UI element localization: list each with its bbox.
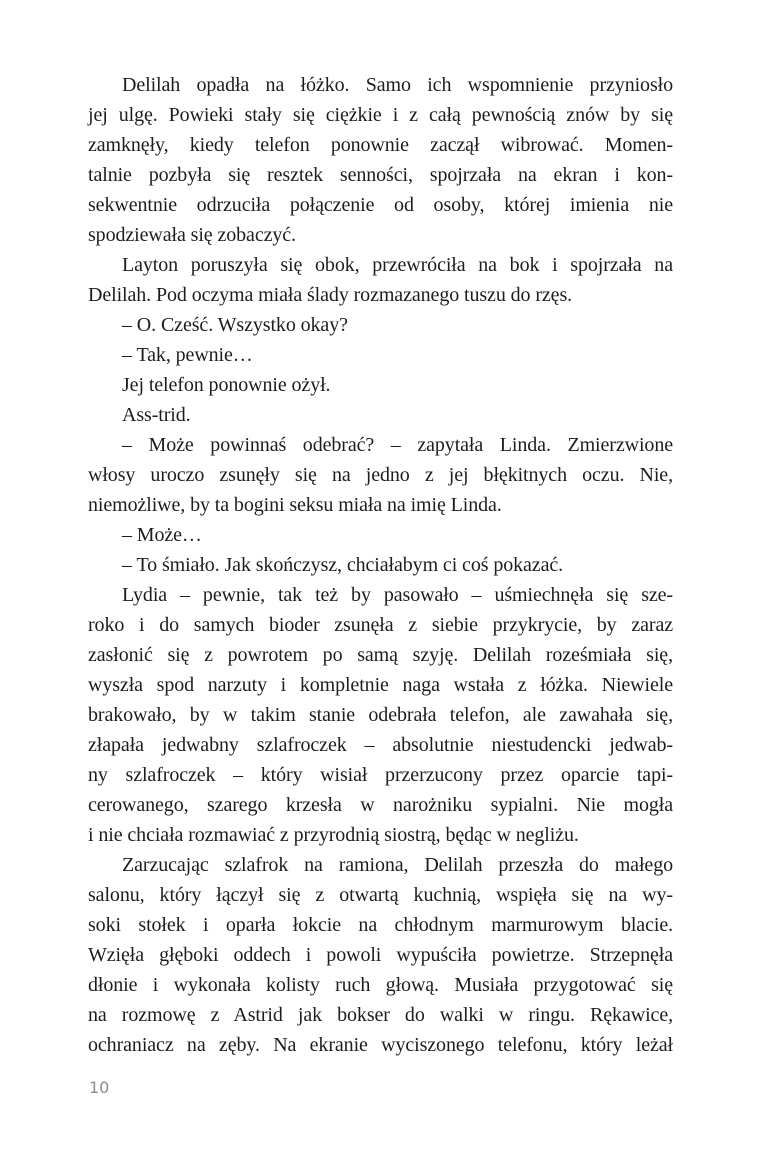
text-line: jej ulgę. Powieki stały się ciężkie i z całą pewnością znów by się bbox=[88, 104, 673, 126]
text-line: niemożliwe, by ta bogini seksu miała na imię Linda. bbox=[88, 494, 502, 516]
text-line: Ass-trid. bbox=[122, 404, 191, 426]
text-line: zamknęły, kiedy telefon ponownie zaczął wibrować. Momen- bbox=[88, 134, 673, 156]
text-block bbox=[88, 70, 673, 1060]
text-line: soki stołek i oparła łokcie na chłodnym marmurowym blacie. bbox=[88, 914, 673, 936]
text-line: ochraniacz na zęby. Na ekranie wyciszonego telefonu, który leżał bbox=[88, 1034, 673, 1056]
text-line: Delilah. Pod oczyma miała ślady rozmazanego tuszu do rzęs. bbox=[88, 284, 573, 306]
text-line: Lydia – pewnie, tak też by pasowało – uśmiechnęła się sze- bbox=[122, 584, 673, 606]
text-line: roko i do samych bioder zsunęła z siebie przykrycie, by zaraz bbox=[88, 614, 673, 636]
text-line: sekwentnie odrzuciła połączenie od osoby, której imienia nie bbox=[88, 194, 673, 216]
text-line: – Może powinnaś odebrać? – zapytała Linda. Zmierzwione bbox=[122, 434, 673, 456]
text-line: spodziewała się zobaczyć. bbox=[88, 224, 296, 246]
text-line: wyszła spod narzuty i kompletnie naga wstała z łóżka. Niewiele bbox=[88, 674, 673, 696]
text-line: brakowało, by w takim stanie odebrała telefon, ale zawahała się, bbox=[88, 704, 673, 726]
text-line: zasłonić się z powrotem po samą szyję. Delilah roześmiała się, bbox=[88, 644, 673, 666]
text-line: – O. Cześć. Wszystko okay? bbox=[122, 314, 348, 336]
text-line: i nie chciała rozmawiać z przyrodnią siostrą, będąc w negliżu. bbox=[88, 824, 579, 846]
text-line: Wzięła głęboki oddech i powoli wypuściła powietrze. Strzepnęła bbox=[88, 944, 673, 966]
text-line: salonu, który łączył się z otwartą kuchnią, wspięła się na wy- bbox=[88, 884, 673, 906]
page-number: 10 bbox=[89, 1078, 110, 1097]
text-line: cerowanego, szarego krzesła w narożniku sypialni. Nie mogła bbox=[88, 794, 673, 816]
text-line: złapała jedwabny szlafroczek – absolutnie niestudencki jedwab- bbox=[88, 734, 673, 756]
text-line: – Może… bbox=[122, 524, 202, 546]
text-line: Zarzucając szlafrok na ramiona, Delilah przeszła do małego bbox=[122, 854, 673, 876]
text-line: włosy uroczo zsunęły się na jedno z jej błękitnych oczu. Nie, bbox=[88, 464, 673, 486]
text-line: – Tak, pewnie… bbox=[122, 344, 253, 366]
text-line: Jej telefon ponownie ożył. bbox=[122, 374, 331, 396]
text-line: na rozmowę z Astrid jak bokser do walki w ringu. Rękawice, bbox=[88, 1004, 673, 1026]
text-line: ny szlafroczek – który wisiał przerzucony przez oparcie tapi- bbox=[88, 764, 673, 786]
text-line: dłonie i wykonała kolisty ruch głową. Musiała przygotować się bbox=[88, 974, 673, 996]
text-line: Layton poruszyła się obok, przewróciła na bok i spojrzała na bbox=[122, 254, 673, 276]
text-line: Delilah opadła na łóżko. Samo ich wspomnienie przyniosło bbox=[122, 74, 673, 96]
text-line: talnie pozbyła się resztek senności, spojrzała na ekran i kon- bbox=[88, 164, 673, 186]
text-line: – To śmiało. Jak skończysz, chciałabym ci coś pokazać. bbox=[122, 554, 564, 576]
